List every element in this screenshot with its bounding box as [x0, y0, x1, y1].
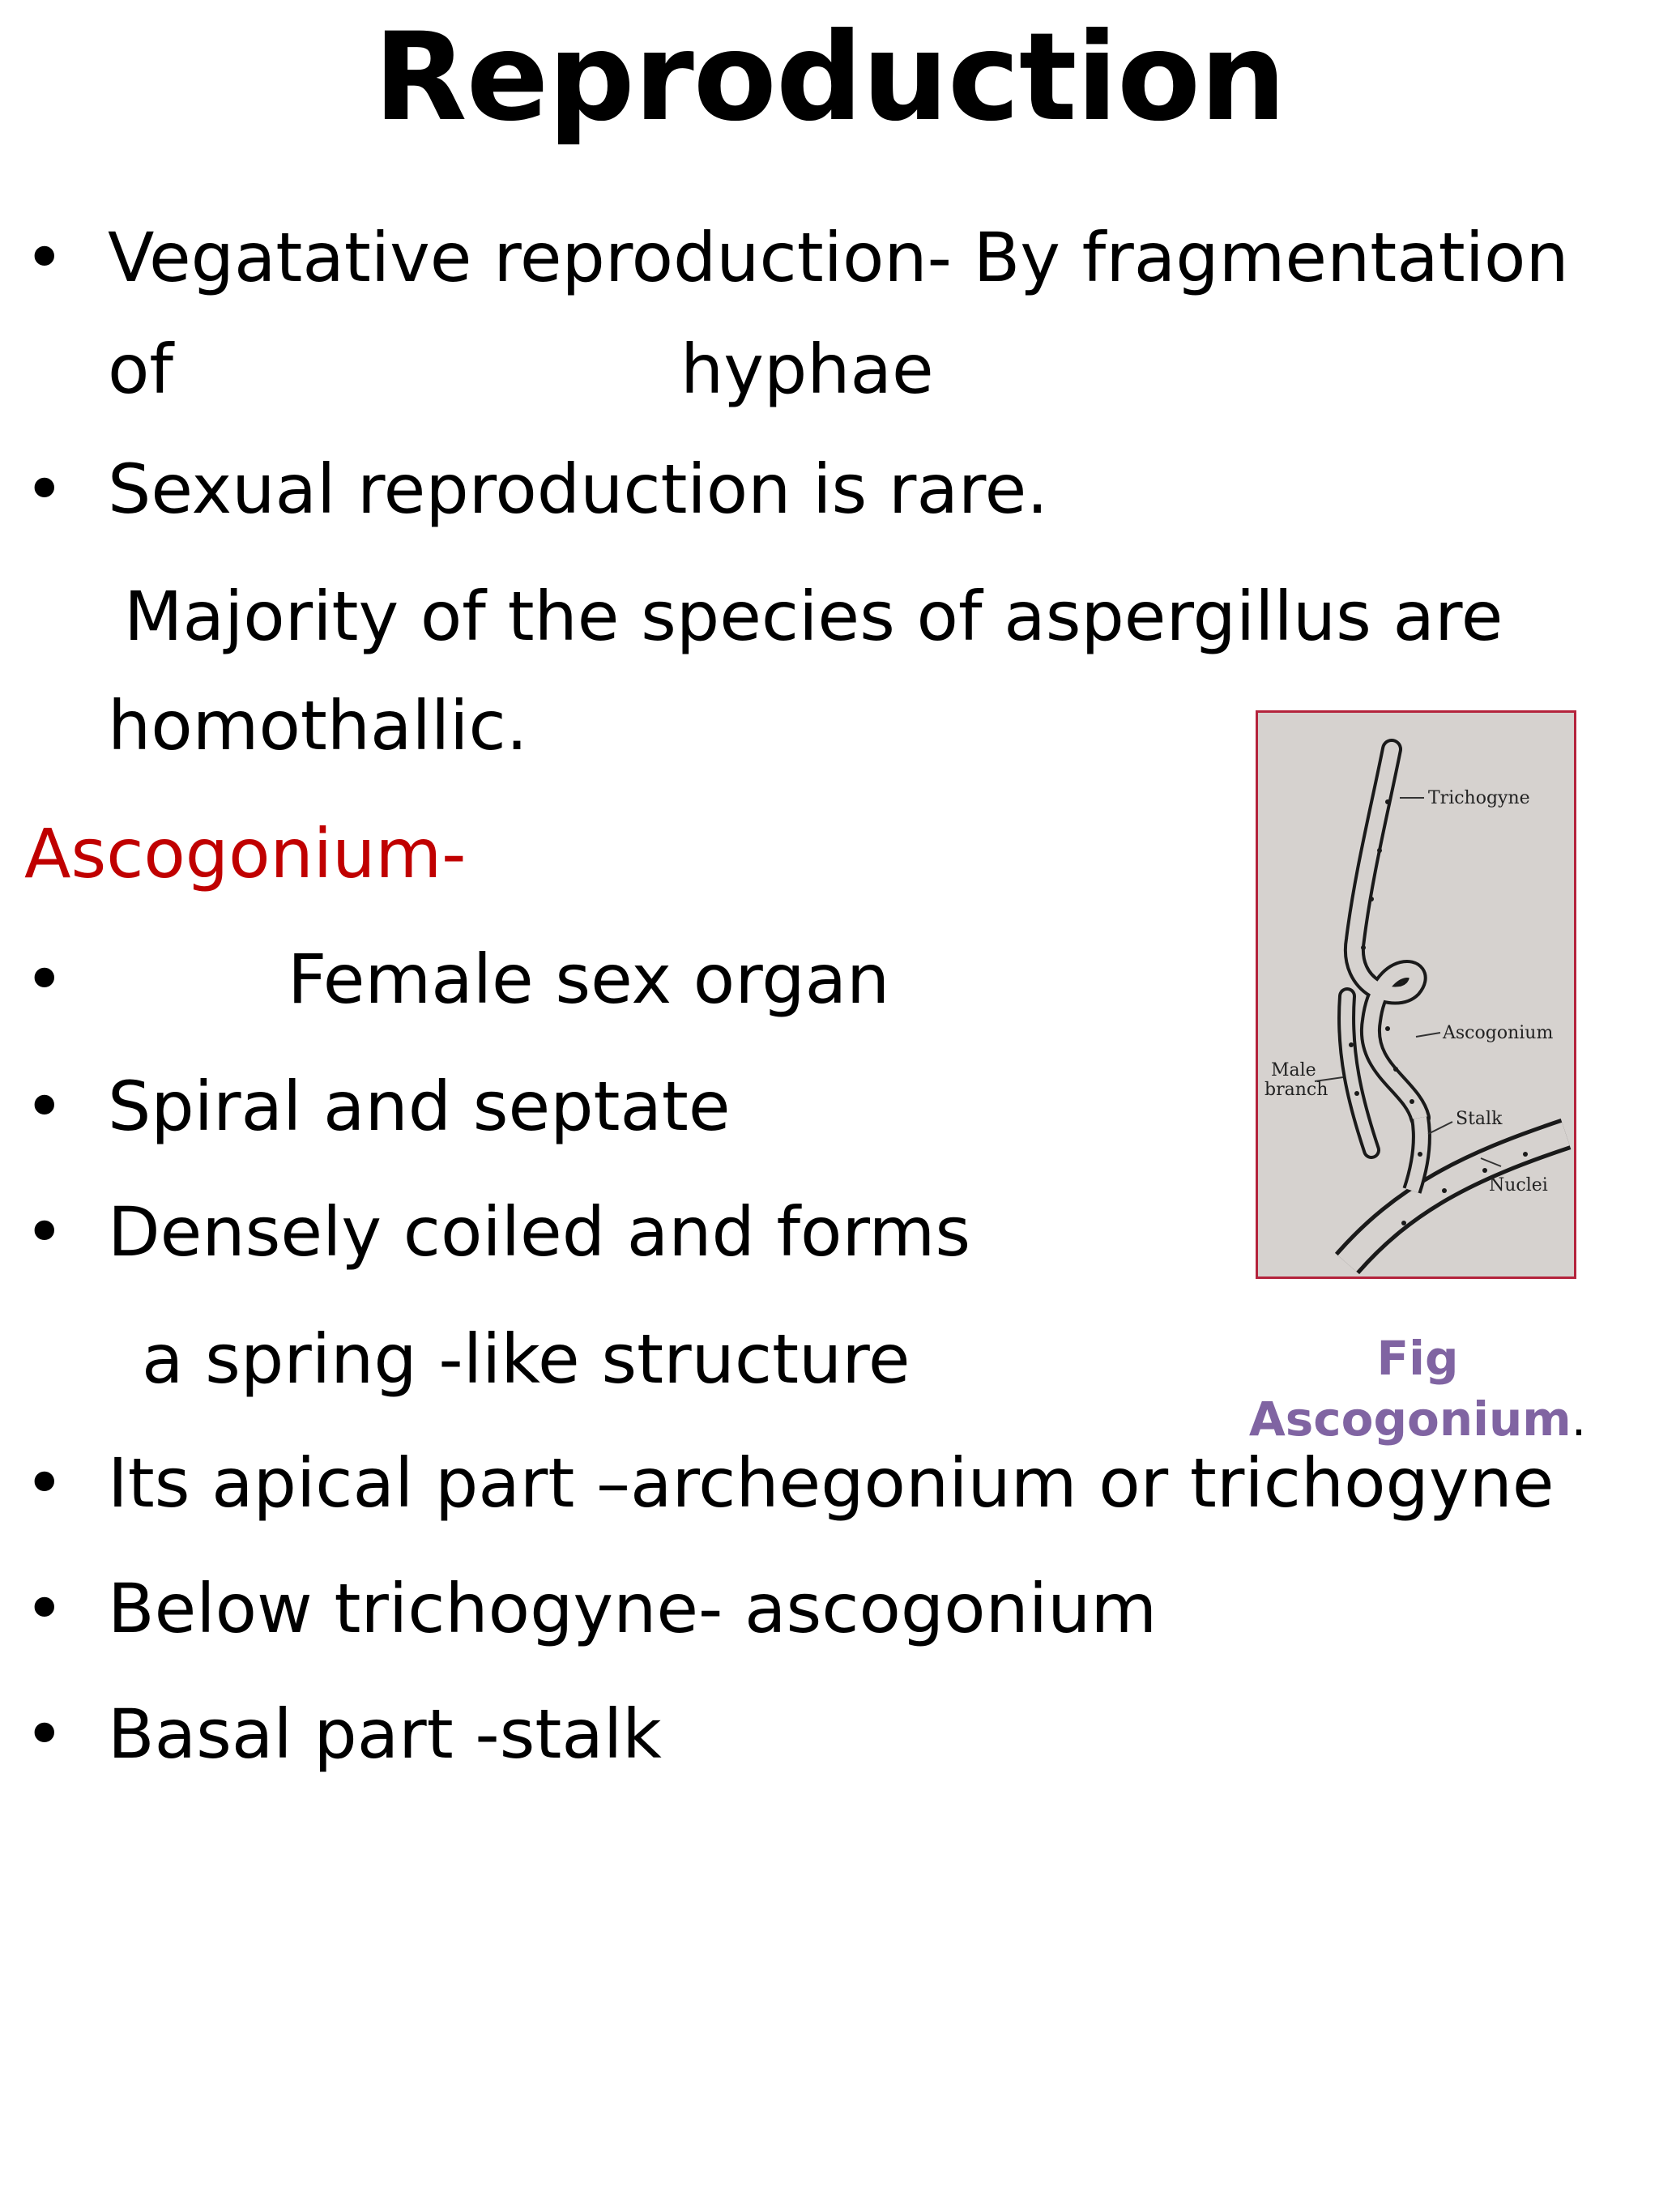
label-nuclei: Nuclei [1489, 1175, 1548, 1196]
text-spiral-septate: Spiral and septate [108, 1067, 731, 1146]
text-majority-species: Majority of the species of aspergillus are [124, 577, 1503, 656]
bullet-marker: • [24, 1694, 65, 1774]
heading-ascogonium: Ascogonium- [24, 814, 467, 893]
caption-ascogonium: Ascogonium [1248, 1392, 1572, 1447]
label-ascogonium: Ascogonium [1443, 1023, 1554, 1043]
bullet-marker: • [24, 1569, 65, 1648]
bullet-marker: • [24, 1443, 65, 1523]
text-densely-coiled: Densely coiled and forms [108, 1192, 971, 1272]
text-female-sex-organ: Female sex organ [288, 940, 890, 1019]
hypha-fill [1347, 1134, 1566, 1264]
bullet-marker: • [24, 1192, 65, 1272]
text-basal-part: Basal part -stalk [108, 1694, 662, 1774]
ascogonium-figure [1256, 710, 1576, 1279]
figure-caption [1247, 1328, 1588, 1451]
text-vegetative-reproduction: Vegatative reproduction- By fragmentation [108, 218, 1569, 297]
text-hyphae: hyphae [680, 330, 934, 409]
text-of: of [108, 330, 173, 409]
bullet-marker: • [24, 940, 65, 1019]
caption-period: . [1571, 1392, 1587, 1447]
ascogonium-diagram [1258, 713, 1574, 1276]
slide-title: Reproduction [373, 7, 1286, 148]
label-trichogyne: Trichogyne [1428, 788, 1530, 808]
text-homothallic: homothallic. [108, 686, 528, 765]
label-stalk: Stalk [1456, 1109, 1503, 1129]
label-male: Male [1271, 1060, 1316, 1080]
caption-fig: Fig [1376, 1331, 1459, 1386]
text-below-trichogyne: Below trichogyne- ascogonium [108, 1569, 1158, 1648]
text-spring-like: a spring -like structure [142, 1319, 911, 1399]
text-sexual-reproduction: Sexual reproduction is rare. [108, 450, 1048, 529]
caption-title-line [1247, 1389, 1588, 1450]
bullet-marker: • [24, 1067, 65, 1146]
text-apical-part: Its apical part –archegonium or trichogyne [108, 1443, 1555, 1523]
bullet-marker: • [24, 218, 65, 297]
label-branch: branch [1265, 1080, 1328, 1100]
bullet-marker: • [24, 450, 65, 529]
